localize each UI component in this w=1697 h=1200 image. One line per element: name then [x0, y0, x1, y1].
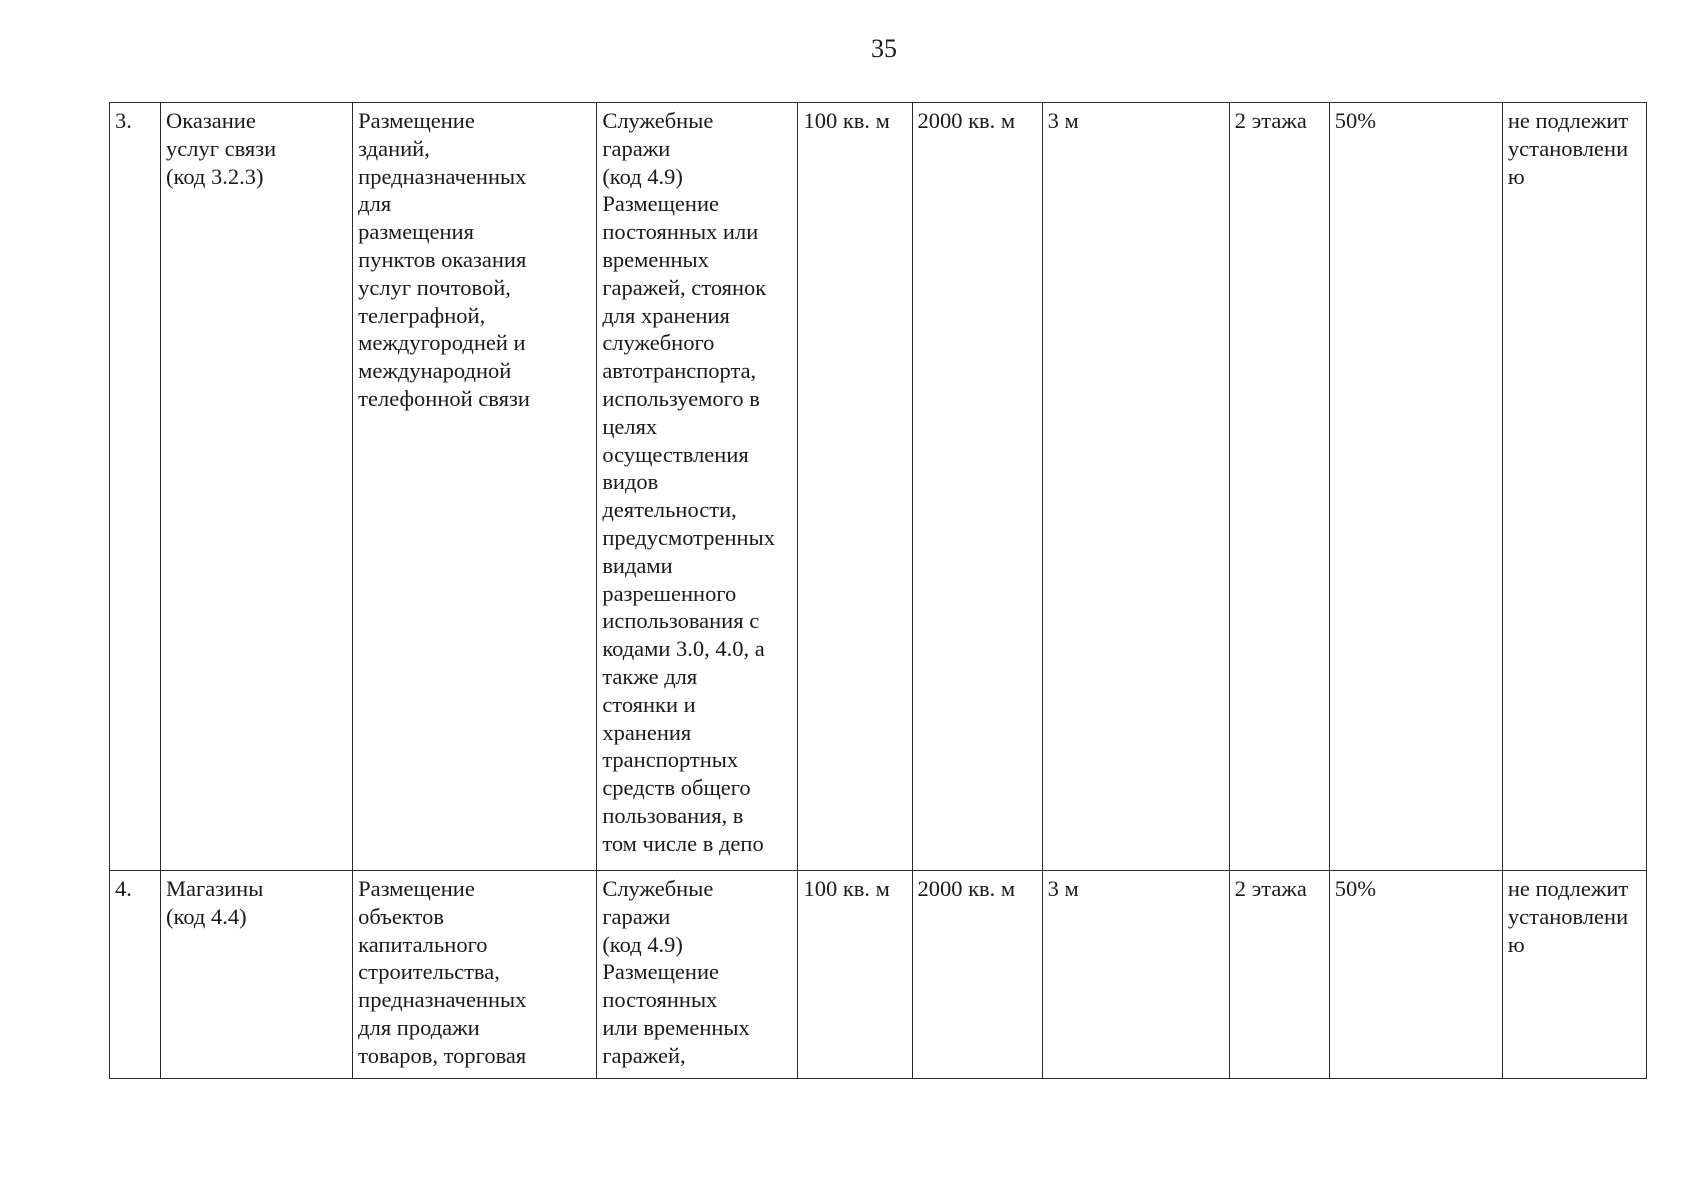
table-row [110, 103, 1647, 871]
coverage-cell: 50% [1329, 103, 1502, 871]
max-area-cell: 2000 кв. м [912, 103, 1042, 871]
coverage-cell: 50% [1329, 871, 1502, 1079]
setback-cell: 3 м [1042, 103, 1229, 871]
floors-cell: 2 этажа [1229, 103, 1329, 871]
auxiliary-use-cell: Служебные гаражи (код 4.9) Размещение постоянных или временных гаражей, стоянок для хранения служебного автотранспорта, используемого в целях осуществления видов деятельности, предусмотренных видами разрешенного использования с кодами 3.0, 4.0, а также для стоянки и хранения транспортных средств общего пользования, в том числе в депо [597, 103, 798, 871]
row-number-cell: 4. [110, 871, 161, 1079]
setback-cell: 3 м [1042, 871, 1229, 1079]
max-area-cell: 2000 кв. м [912, 871, 1042, 1079]
table-row [110, 871, 1647, 1079]
use-type-cell: Оказание услуг связи (код 3.2.3) [161, 103, 353, 871]
land-use-regulations-table [109, 102, 1647, 1079]
description-cell: Размещение объектов капитального строительства, предназначенных для продажи товаров, торговая [353, 871, 597, 1079]
min-area-cell: 100 кв. м [798, 103, 912, 871]
other-params-cell: не подлежит установлени ю [1502, 871, 1646, 1079]
description-cell: Размещение зданий, предназначенных для размещения пунктов оказания услуг почтовой, телеграфной, междугородней и международной телефонной связи [353, 103, 597, 871]
use-type-cell: Магазины (код 4.4) [161, 871, 353, 1079]
row-number-cell: 3. [110, 103, 161, 871]
page-number: 35 [871, 34, 897, 63]
other-params-cell: не подлежит установлени ю [1502, 103, 1646, 871]
auxiliary-use-cell: Служебные гаражи (код 4.9) Размещение постоянных или временных гаражей, [597, 871, 798, 1079]
min-area-cell: 100 кв. м [798, 871, 912, 1079]
floors-cell: 2 этажа [1229, 871, 1329, 1079]
